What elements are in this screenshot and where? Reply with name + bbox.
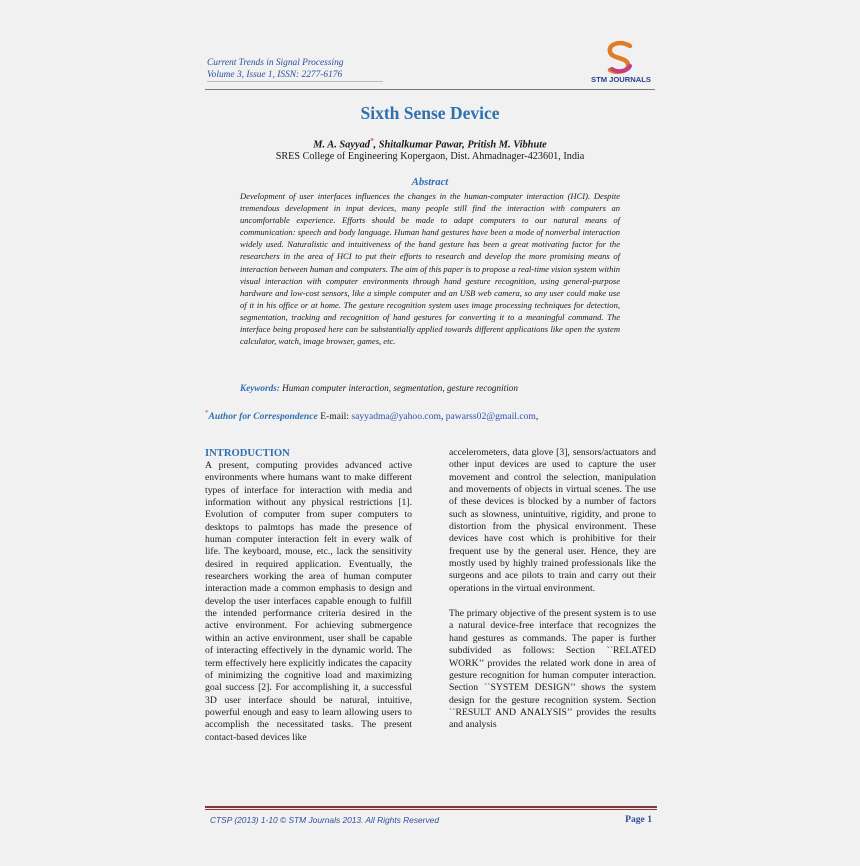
correspondence-mark: * [205, 409, 209, 417]
paper-title: Sixth Sense Device [360, 103, 500, 123]
introduction-heading: INTRODUCTION [205, 448, 290, 459]
journal-info [207, 57, 383, 82]
correspondence-label: Author for Correspondence [208, 411, 318, 423]
body-paragraph-devices: accelerometers, data glove [3], sensors/actuators and other input devices are used to capture the user movement and control the selection, manipulation and movements of objects in virtual scenes. The use of these devices is blocked by a number of factors such as slowness, unintuitive, rigidity, and prone to distortion from the physical environment. These devices have cost which is prohibitive for their frequent use by the general user. Hence, they are mostly used by highly trained professionals like the surgeons and ace pilots to train and carry out their operations in the virtual environment. [449, 447, 656, 594]
corresponding-mark: * [370, 137, 374, 145]
footer-divider-thick [205, 806, 657, 808]
email-link-2[interactable]: pawarss02@gmail.com [445, 411, 536, 423]
keywords [240, 383, 660, 393]
footer-divider-thin [205, 809, 657, 810]
email-prefix: E-mail: [320, 411, 349, 423]
email-link-1[interactable]: sayyadma@yahoo.com [351, 411, 441, 423]
affiliation: SRES College of Engineering Kopergaon, Dist. Ahmadnager-423601, India [275, 151, 585, 162]
header-divider [205, 89, 655, 90]
keywords-text: Human computer interaction, segmentation, gesture recognition [282, 383, 518, 393]
stm-swirl-icon [590, 40, 652, 76]
corresponding-author: M. A. Sayyad [313, 139, 370, 151]
logo-text: STM JOURNALS [591, 75, 651, 84]
page-number: Page 1 [625, 814, 652, 825]
author-list [205, 137, 655, 150]
footer-copyright: CTSP (2013) 1-10 © STM Journals 2013. All Rights Reserved [210, 815, 439, 825]
left-column [205, 447, 412, 744]
introduction-paragraph: A present, computing provides advanced active environments where humans want to make different types of interface for interaction with media and information without any physical restrictions [1]. Evolution of computer from super computers to desktops to palmtops has made the presence of human computer interaction felt in every walk of life. The keyboard, mouse, etc., lack the sensitivity desired in required application. Eventually, the researchers working the area of human computer interaction made a common emphasis to design and develop the user interfaces capable enough to fulfill the intended performance criteria desired in the active environment. For achieving submergence within an active environment, user shall be capable of interacting effectively in the dynamic world. The term effectively here explicitly indicates the capacity of minimizing the cognitive load and maximizing goal success [2]. For accomplishing it, a successful 3D user interface should be natural, intuitive, powerful enough and easy to learn allowing users to accomplish the necessitated tasks. The present contact-based devices like [205, 460, 412, 743]
email-separator: , [440, 411, 444, 423]
body-paragraph-objective: The primary objective of the present system is to use a natural device-free interface that recognizes the hand gestures as commands. The paper is further subdivided as follows: Section ``RELATED WORK’’ provides the related work done in area of gesture recognition for human computer interaction. Section ``SYSTEM DESIGN’’ shows the system design for the gesture recognition system. Section ``RESULT AND ANALYSIS’’ provides the results and analysis [449, 608, 656, 731]
abstract-heading: Abstract [411, 177, 449, 188]
journal-name: Current Trends in Signal Processing [207, 58, 344, 68]
email-suffix: , [535, 411, 539, 423]
co-authors: , Shitalkumar Pawar, Pritish M. Vibhute [373, 139, 547, 151]
keywords-label: Keywords: [240, 383, 280, 393]
journal-volume: Volume 3, Issue 1, ISSN: 2277-6176 [207, 69, 383, 82]
abstract-text: Development of user interfaces influences the changes in the human-computer interaction (HCI). Despite tremendous development in input devices, many people still find the interaction with computers an uncomfortable experience. Efforts should be made to adapt computers to our natural means of communication: speech and body language. Human hand gestures have been a mode of nonverbal interaction widely used. Naturalistic and intuitiveness of the hand gesture has been a great motivating factor for the researchers in the area of HCI to put their efforts to research and develop the more promising means of interaction between human and computers. The aim of this paper is to propose a real-time vision system within visual interaction with computer environments through hand gesture recognition, using general-purpose hardware and low-cost sensors, like a simple computer and an USB web camera, so any user could make use of it in his office or at home. The gesture recognition system uses image processing techniques for detection, segmentation, tracking and recognition of hand gestures for converting it to a meaningful command. The interface being proposed here can be substantially applied towards different applications like open the system calculator, watch, image browser, games, etc. [240, 191, 620, 347]
right-column [449, 447, 656, 732]
stm-journals-logo [590, 40, 652, 88]
correspondence [205, 409, 655, 422]
